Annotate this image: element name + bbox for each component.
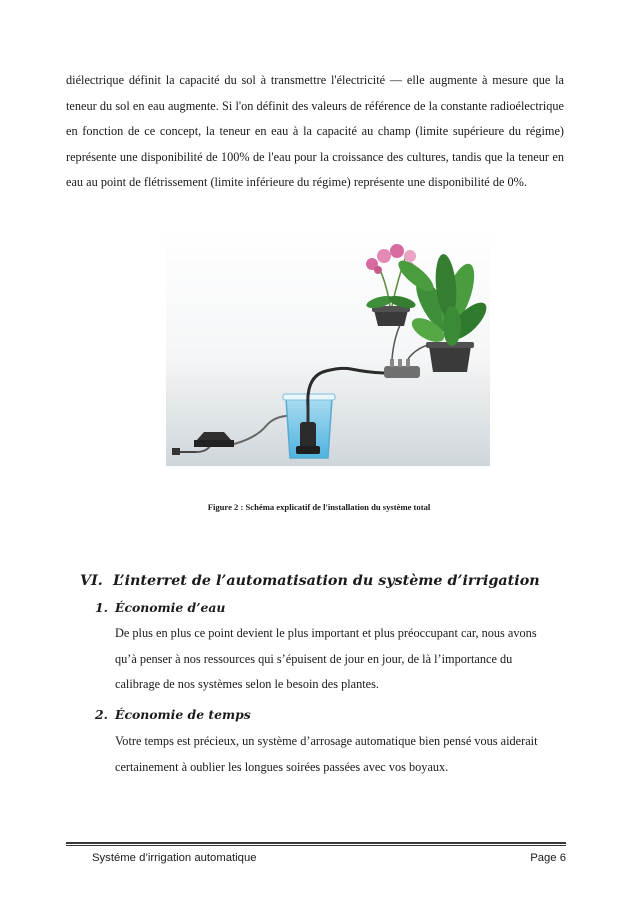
subsection-title: Économie de temps — [115, 707, 251, 722]
irrigation-illustration — [166, 226, 490, 466]
subsection-heading-1 — [95, 600, 225, 615]
subsection-number: 2. — [95, 707, 108, 722]
irrigation-figure — [166, 226, 490, 466]
section-heading — [80, 573, 540, 589]
footer-title: Systéme d’irrigation automatique — [92, 852, 257, 864]
subsection-text-1: De plus en plus ce point devient le plus important et plus préoccupant car, nous avons qu’à penser à nos ressources qui s’épuisent de jour en jour, de là l’importance du calibrage de nos systèmes selon le besoin des plantes. — [115, 626, 537, 692]
body-paragraph: diélectrique définit la capacité du sol à transmettre l'électricité — elle augmente à mesure que la teneur du sol en eau augmente. Si l'on définit des valeurs de référence de la constante radioélectrique en fonction de ce concept, la teneur en eau à la capacité au champ (limite supérieure du régime) représente une disponibilité de 100% de l'eau pour la croissance des cultures, tandis que la teneur en eau au point de flétrissement (limite inférieure du régime) représente une disponibilité de 0%. — [66, 73, 564, 190]
section-number: VI. — [80, 573, 103, 589]
footer-divider — [66, 842, 566, 844]
subsection-heading-2 — [95, 707, 251, 722]
subsection-title: Économie d’eau — [115, 600, 226, 615]
section-title: L’interret de l’automatisation du système d’irrigation — [113, 573, 540, 589]
subsection-text-2: Votre temps est précieux, un système d’arrosage automatique bien pensé vous aiderait certainement à oublier les longues soirées passées avec vos boyaux. — [115, 734, 538, 774]
page-number: Page 6 — [530, 852, 566, 864]
page-footer — [92, 852, 566, 864]
figure-caption: Figure 2 : Schéma explicatif de l'installation du système total — [207, 502, 431, 512]
subsection-number: 1. — [95, 600, 108, 615]
